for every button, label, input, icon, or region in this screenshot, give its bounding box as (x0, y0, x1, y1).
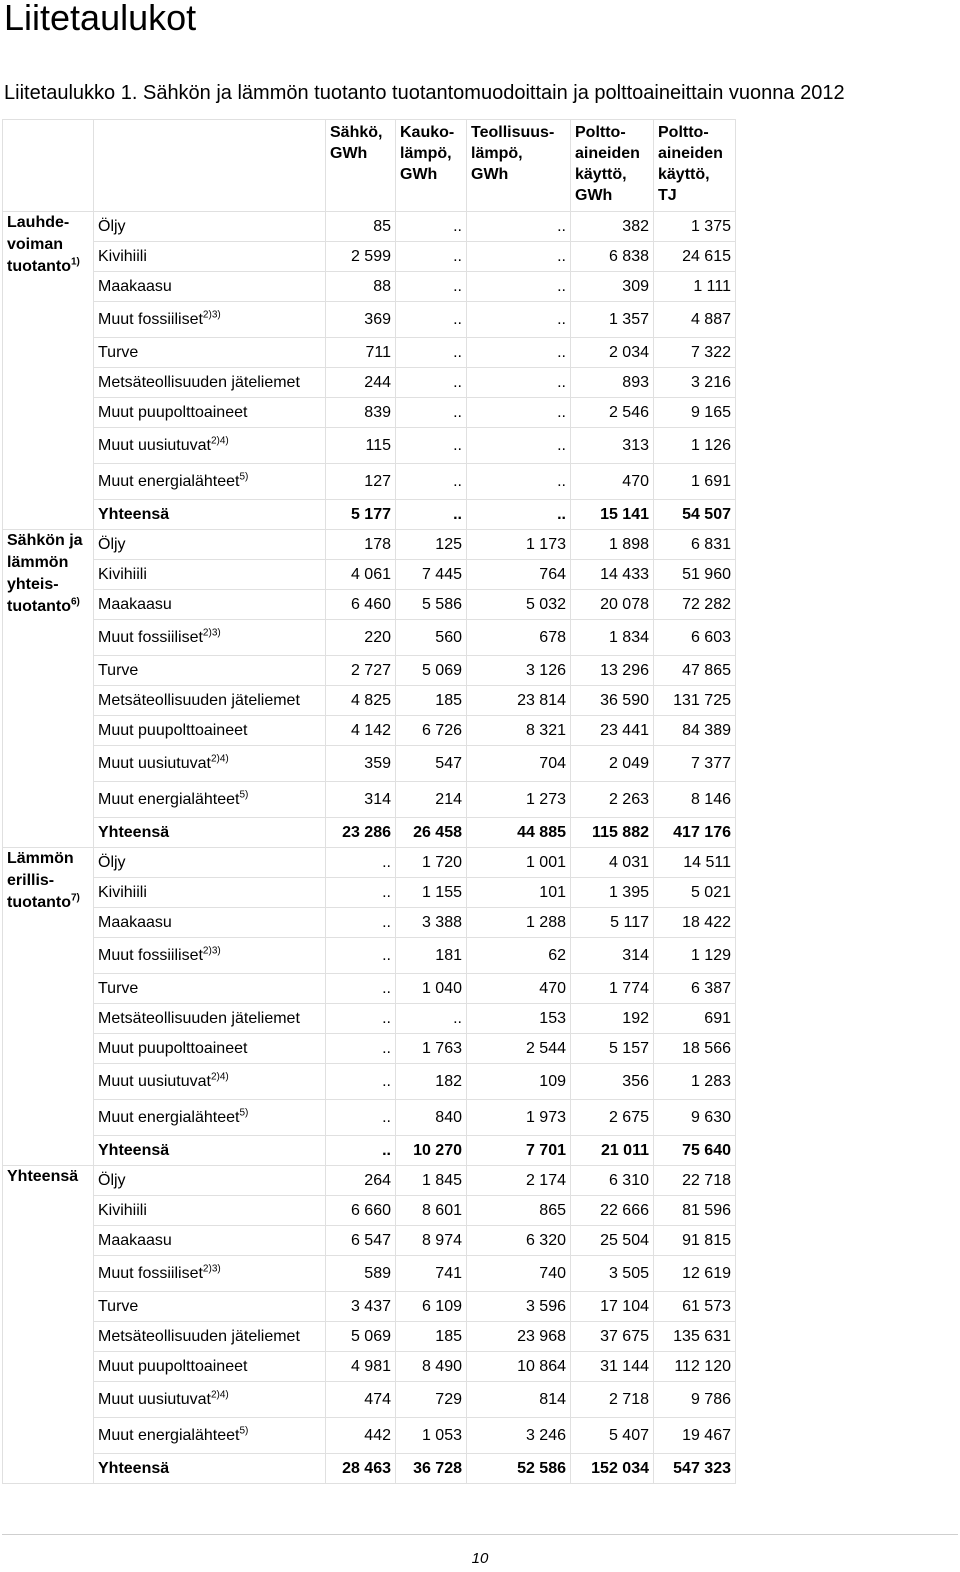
value-cell: 4 061 (326, 560, 396, 590)
document-title: Liitetaulukot (4, 0, 197, 38)
value-cell: 135 631 (654, 1322, 736, 1352)
value-cell: 1 898 (571, 530, 654, 560)
value-cell: 313 (571, 428, 654, 464)
value-cell: .. (326, 1034, 396, 1064)
value-cell: 5 586 (396, 590, 467, 620)
value-cell: .. (467, 338, 571, 368)
value-cell: 1 111 (654, 272, 736, 302)
row-label: Metsäteollisuuden jäteliemet (94, 368, 326, 398)
row-label: Öljy (94, 848, 326, 878)
table-row (3, 686, 736, 716)
value-cell: 17 104 (571, 1292, 654, 1322)
value-cell: 127 (326, 464, 396, 500)
value-cell: 4 825 (326, 686, 396, 716)
value-cell: 9 165 (654, 398, 736, 428)
value-cell: 220 (326, 620, 396, 656)
value-cell: 865 (467, 1196, 571, 1226)
value-cell: .. (396, 1004, 467, 1034)
value-cell: 31 144 (571, 1352, 654, 1382)
table-row (3, 368, 736, 398)
value-cell: .. (396, 302, 467, 338)
value-cell: 21 011 (571, 1136, 654, 1166)
value-cell: 9 786 (654, 1382, 736, 1418)
value-cell: 814 (467, 1382, 571, 1418)
table-row (3, 878, 736, 908)
value-cell: 2 599 (326, 242, 396, 272)
value-cell: 417 176 (654, 818, 736, 848)
value-cell: 4 031 (571, 848, 654, 878)
value-cell: .. (396, 464, 467, 500)
table-row (3, 1034, 736, 1064)
value-cell: 61 573 (654, 1292, 736, 1322)
value-cell: 314 (326, 782, 396, 818)
value-cell: 1 173 (467, 530, 571, 560)
value-cell: 52 586 (467, 1454, 571, 1484)
row-label: Turve (94, 974, 326, 1004)
value-cell: 740 (467, 1256, 571, 1292)
value-cell: 711 (326, 338, 396, 368)
header-blank (3, 120, 94, 212)
value-cell: 5 032 (467, 590, 571, 620)
value-cell: .. (396, 242, 467, 272)
value-cell: 1 288 (467, 908, 571, 938)
value-cell: 72 282 (654, 590, 736, 620)
row-label: Muut uusiutuvat$^{2)4)}$ (94, 428, 326, 464)
value-cell: 23 814 (467, 686, 571, 716)
value-cell: 6 310 (571, 1166, 654, 1196)
table-row (3, 1226, 736, 1256)
value-cell: 3 505 (571, 1256, 654, 1292)
value-cell: 1 357 (571, 302, 654, 338)
table-row (3, 398, 736, 428)
value-cell: 8 321 (467, 716, 571, 746)
value-cell: .. (326, 848, 396, 878)
table-total-row (3, 1136, 736, 1166)
value-cell: 1 273 (467, 782, 571, 818)
row-label: Yhteensä (94, 818, 326, 848)
table-body (3, 212, 736, 1484)
table-row (3, 1196, 736, 1226)
value-cell: 4 142 (326, 716, 396, 746)
table-row (3, 974, 736, 1004)
column-header: Teollisuus- lämpö, GWh (467, 120, 571, 212)
value-cell: 36 728 (396, 1454, 467, 1484)
table-total-row (3, 1454, 736, 1484)
row-label: Muut uusiutuvat$^{2)4)}$ (94, 1064, 326, 1100)
value-cell: 85 (326, 212, 396, 242)
value-cell: 678 (467, 620, 571, 656)
value-cell: 840 (396, 1100, 467, 1136)
value-cell: 47 865 (654, 656, 736, 686)
value-cell: 2 263 (571, 782, 654, 818)
value-cell: .. (467, 500, 571, 530)
value-cell: 26 458 (396, 818, 467, 848)
value-cell: 18 566 (654, 1034, 736, 1064)
row-label: Öljy (94, 530, 326, 560)
value-cell: 6 831 (654, 530, 736, 560)
value-cell: .. (467, 272, 571, 302)
table-row (3, 620, 736, 656)
value-cell: 356 (571, 1064, 654, 1100)
value-cell: 264 (326, 1166, 396, 1196)
value-cell: 560 (396, 620, 467, 656)
value-cell: 309 (571, 272, 654, 302)
value-cell: 81 596 (654, 1196, 736, 1226)
value-cell: .. (396, 272, 467, 302)
table-row (3, 908, 736, 938)
value-cell: 10 270 (396, 1136, 467, 1166)
value-cell: 20 078 (571, 590, 654, 620)
column-header: Poltto- aineiden käyttö, GWh (571, 120, 654, 212)
column-header: Poltto- aineiden käyttö, TJ (654, 120, 736, 212)
value-cell: 109 (467, 1064, 571, 1100)
value-cell: 37 675 (571, 1322, 654, 1352)
table-row (3, 272, 736, 302)
value-cell: 589 (326, 1256, 396, 1292)
row-label: Muut fossiiliset$^{2)3)}$ (94, 302, 326, 338)
value-cell: 8 146 (654, 782, 736, 818)
table-row (3, 938, 736, 974)
table-total-row (3, 500, 736, 530)
value-cell: 54 507 (654, 500, 736, 530)
value-cell: 6 660 (326, 1196, 396, 1226)
group-label: Lämmön erillis- tuotanto$^{7)}$ (3, 848, 94, 1166)
table-row (3, 338, 736, 368)
value-cell: .. (326, 908, 396, 938)
value-cell: 101 (467, 878, 571, 908)
row-label: Metsäteollisuuden jäteliemet (94, 1322, 326, 1352)
row-label: Muut puupolttoaineet (94, 1352, 326, 1382)
value-cell: 214 (396, 782, 467, 818)
value-cell: 547 (396, 746, 467, 782)
row-label: Muut fossiiliset$^{2)3)}$ (94, 620, 326, 656)
row-label: Yhteensä (94, 500, 326, 530)
table-row (3, 590, 736, 620)
value-cell: 1 774 (571, 974, 654, 1004)
value-cell: 178 (326, 530, 396, 560)
value-cell: 7 377 (654, 746, 736, 782)
value-cell: 10 864 (467, 1352, 571, 1382)
value-cell: 185 (396, 686, 467, 716)
page-number: 10 (471, 1550, 489, 1567)
value-cell: 8 601 (396, 1196, 467, 1226)
value-cell: 6 838 (571, 242, 654, 272)
value-cell: .. (396, 368, 467, 398)
value-cell: 192 (571, 1004, 654, 1034)
value-cell: 442 (326, 1418, 396, 1454)
table-row (3, 1100, 736, 1136)
table-row (3, 530, 736, 560)
table-row (3, 1418, 736, 1454)
table-total-row (3, 818, 736, 848)
value-cell: 2 546 (571, 398, 654, 428)
row-label: Muut uusiutuvat$^{2)4)}$ (94, 746, 326, 782)
value-cell: 75 640 (654, 1136, 736, 1166)
row-label: Turve (94, 656, 326, 686)
value-cell: 9 630 (654, 1100, 736, 1136)
value-cell: 8 490 (396, 1352, 467, 1382)
value-cell: 1 720 (396, 848, 467, 878)
value-cell: 839 (326, 398, 396, 428)
row-label: Turve (94, 338, 326, 368)
group-label: Sähkön ja lämmön yhteis- tuotanto$^{6)}$ (3, 530, 94, 848)
value-cell: 547 323 (654, 1454, 736, 1484)
value-cell: 3 246 (467, 1418, 571, 1454)
row-label: Maakaasu (94, 1226, 326, 1256)
value-cell: 2 174 (467, 1166, 571, 1196)
value-cell: 1 973 (467, 1100, 571, 1136)
value-cell: 5 021 (654, 878, 736, 908)
value-cell: 470 (571, 464, 654, 500)
value-cell: 1 129 (654, 938, 736, 974)
header-blank (94, 120, 326, 212)
table-caption: Liitetaulukko 1. Sähkön ja lämmön tuotanto tuotantomuodoittain ja polttoaineittain vuonna 2012 (4, 82, 845, 104)
value-cell: 115 882 (571, 818, 654, 848)
value-cell: 51 960 (654, 560, 736, 590)
row-label: Muut energialähteet$^{5)}$ (94, 1100, 326, 1136)
value-cell: 25 504 (571, 1226, 654, 1256)
table-row (3, 1352, 736, 1382)
value-cell: 14 511 (654, 848, 736, 878)
value-cell: 5 407 (571, 1418, 654, 1454)
row-label: Öljy (94, 212, 326, 242)
row-label: Öljy (94, 1166, 326, 1196)
value-cell: .. (396, 398, 467, 428)
value-cell: 6 726 (396, 716, 467, 746)
value-cell: 2 544 (467, 1034, 571, 1064)
value-cell: 22 666 (571, 1196, 654, 1226)
value-cell: 474 (326, 1382, 396, 1418)
value-cell: 18 422 (654, 908, 736, 938)
value-cell: .. (326, 1004, 396, 1034)
value-cell: 125 (396, 530, 467, 560)
value-cell: 704 (467, 746, 571, 782)
value-cell: 3 596 (467, 1292, 571, 1322)
value-cell: 1 040 (396, 974, 467, 1004)
table-row (3, 464, 736, 500)
value-cell: .. (326, 1064, 396, 1100)
row-label: Kivihiili (94, 242, 326, 272)
value-cell: 729 (396, 1382, 467, 1418)
row-label: Muut fossiiliset$^{2)3)}$ (94, 938, 326, 974)
value-cell: 359 (326, 746, 396, 782)
row-label: Maakaasu (94, 590, 326, 620)
value-cell: 314 (571, 938, 654, 974)
row-label: Metsäteollisuuden jäteliemet (94, 1004, 326, 1034)
value-cell: 1 126 (654, 428, 736, 464)
table-row (3, 1004, 736, 1034)
row-label: Muut puupolttoaineet (94, 1034, 326, 1064)
value-cell: 12 619 (654, 1256, 736, 1292)
value-cell: 5 069 (326, 1322, 396, 1352)
value-cell: 1 763 (396, 1034, 467, 1064)
value-cell: 893 (571, 368, 654, 398)
value-cell: 6 387 (654, 974, 736, 1004)
value-cell: 7 445 (396, 560, 467, 590)
value-cell: 91 815 (654, 1226, 736, 1256)
value-cell: 6 460 (326, 590, 396, 620)
value-cell: .. (326, 974, 396, 1004)
value-cell: 3 216 (654, 368, 736, 398)
value-cell: 1 691 (654, 464, 736, 500)
value-cell: 131 725 (654, 686, 736, 716)
table-row (3, 746, 736, 782)
value-cell: 1 375 (654, 212, 736, 242)
value-cell: .. (467, 302, 571, 338)
data-table (2, 119, 736, 1484)
table-row (3, 716, 736, 746)
value-cell: 470 (467, 974, 571, 1004)
value-cell: 1 155 (396, 878, 467, 908)
value-cell: 4 887 (654, 302, 736, 338)
value-cell: 22 718 (654, 1166, 736, 1196)
footer-divider (2, 1534, 958, 1535)
row-label: Maakaasu (94, 908, 326, 938)
row-label: Turve (94, 1292, 326, 1322)
table-row (3, 560, 736, 590)
value-cell: 44 885 (467, 818, 571, 848)
value-cell: .. (396, 428, 467, 464)
value-cell: 112 120 (654, 1352, 736, 1382)
table-row (3, 242, 736, 272)
value-cell: 36 590 (571, 686, 654, 716)
value-cell: 115 (326, 428, 396, 464)
value-cell: .. (396, 500, 467, 530)
header-row (3, 120, 736, 212)
value-cell: 6 320 (467, 1226, 571, 1256)
value-cell: 691 (654, 1004, 736, 1034)
value-cell: 2 718 (571, 1382, 654, 1418)
value-cell: 2 049 (571, 746, 654, 782)
value-cell: 1 053 (396, 1418, 467, 1454)
value-cell: 24 615 (654, 242, 736, 272)
row-label: Muut fossiiliset$^{2)3)}$ (94, 1256, 326, 1292)
table-row (3, 302, 736, 338)
value-cell: .. (326, 1100, 396, 1136)
table-row (3, 1292, 736, 1322)
value-cell: 2 727 (326, 656, 396, 686)
value-cell: .. (326, 938, 396, 974)
table-row (3, 782, 736, 818)
value-cell: 382 (571, 212, 654, 242)
column-header: Sähkö, GWh (326, 120, 396, 212)
row-label: Kivihiili (94, 560, 326, 590)
value-cell: .. (467, 428, 571, 464)
value-cell: 1 395 (571, 878, 654, 908)
value-cell: 8 974 (396, 1226, 467, 1256)
value-cell: 182 (396, 1064, 467, 1100)
row-label: Muut energialähteet$^{5)}$ (94, 1418, 326, 1454)
value-cell: 5 069 (396, 656, 467, 686)
value-cell: 84 389 (654, 716, 736, 746)
value-cell: .. (467, 464, 571, 500)
value-cell: 369 (326, 302, 396, 338)
row-label: Yhteensä (94, 1136, 326, 1166)
value-cell: 244 (326, 368, 396, 398)
table-row (3, 1064, 736, 1100)
value-cell: .. (467, 242, 571, 272)
value-cell: .. (467, 212, 571, 242)
row-label: Muut energialähteet$^{5)}$ (94, 464, 326, 500)
value-cell: 28 463 (326, 1454, 396, 1484)
value-cell: 741 (396, 1256, 467, 1292)
row-label: Muut energialähteet$^{5)}$ (94, 782, 326, 818)
value-cell: 14 433 (571, 560, 654, 590)
value-cell: 23 968 (467, 1322, 571, 1352)
row-label: Muut puupolttoaineet (94, 716, 326, 746)
value-cell: 181 (396, 938, 467, 974)
value-cell: 6 603 (654, 620, 736, 656)
table-row (3, 428, 736, 464)
value-cell: .. (396, 212, 467, 242)
value-cell: 3 437 (326, 1292, 396, 1322)
value-cell: 1 834 (571, 620, 654, 656)
row-label: Muut puupolttoaineet (94, 398, 326, 428)
value-cell: 185 (396, 1322, 467, 1352)
value-cell: 19 467 (654, 1418, 736, 1454)
value-cell: 6 109 (396, 1292, 467, 1322)
value-cell: 23 286 (326, 818, 396, 848)
table-row (3, 1166, 736, 1196)
value-cell: 2 675 (571, 1100, 654, 1136)
value-cell: 5 117 (571, 908, 654, 938)
group-label: Lauhde- voiman tuotanto$^{1)}$ (3, 212, 94, 530)
value-cell: 88 (326, 272, 396, 302)
value-cell: 152 034 (571, 1454, 654, 1484)
value-cell: 13 296 (571, 656, 654, 686)
value-cell: .. (396, 338, 467, 368)
value-cell: 7 701 (467, 1136, 571, 1166)
table-row (3, 1322, 736, 1352)
table-row (3, 212, 736, 242)
value-cell: 23 441 (571, 716, 654, 746)
value-cell: 1 001 (467, 848, 571, 878)
value-cell: 2 034 (571, 338, 654, 368)
value-cell: 62 (467, 938, 571, 974)
value-cell: 5 157 (571, 1034, 654, 1064)
value-cell: 4 981 (326, 1352, 396, 1382)
value-cell: .. (467, 368, 571, 398)
row-label: Muut uusiutuvat$^{2)4)}$ (94, 1382, 326, 1418)
table-row (3, 848, 736, 878)
column-header: Kauko- lämpö, GWh (396, 120, 467, 212)
row-label: Maakaasu (94, 272, 326, 302)
value-cell: 764 (467, 560, 571, 590)
value-cell: .. (326, 878, 396, 908)
value-cell: .. (326, 1136, 396, 1166)
value-cell: 1 283 (654, 1064, 736, 1100)
table-row (3, 1382, 736, 1418)
row-label: Kivihiili (94, 878, 326, 908)
value-cell: .. (467, 398, 571, 428)
value-cell: 5 177 (326, 500, 396, 530)
group-label: Yhteensä (3, 1166, 94, 1484)
row-label: Yhteensä (94, 1454, 326, 1484)
value-cell: 3 388 (396, 908, 467, 938)
row-label: Kivihiili (94, 1196, 326, 1226)
value-cell: 7 322 (654, 338, 736, 368)
value-cell: 15 141 (571, 500, 654, 530)
value-cell: 6 547 (326, 1226, 396, 1256)
row-label: Metsäteollisuuden jäteliemet (94, 686, 326, 716)
value-cell: 1 845 (396, 1166, 467, 1196)
table-row (3, 1256, 736, 1292)
value-cell: 153 (467, 1004, 571, 1034)
table-row (3, 656, 736, 686)
value-cell: 3 126 (467, 656, 571, 686)
